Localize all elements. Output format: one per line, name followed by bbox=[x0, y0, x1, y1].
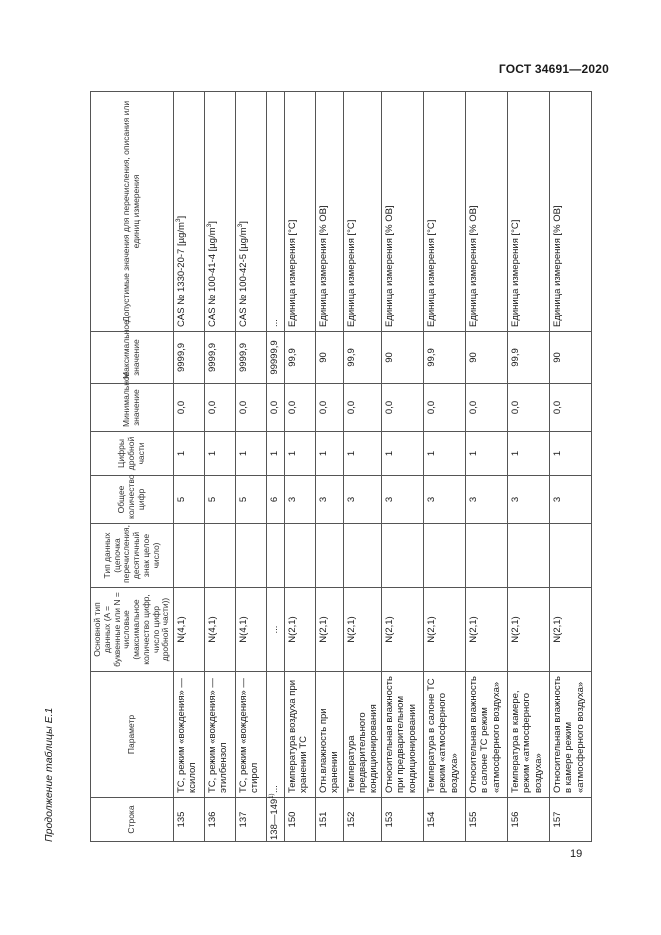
table-row bbox=[205, 92, 236, 842]
cell-total-digits: 3 bbox=[508, 476, 550, 524]
cell-parameter: Температура воздуха при хранении ТС bbox=[285, 672, 316, 798]
cell-allowed-values bbox=[236, 92, 267, 332]
cell-allowed-values bbox=[316, 92, 343, 332]
cell-max-value: 99,9 bbox=[343, 332, 382, 384]
cell-fraction-digits: 1 bbox=[424, 432, 466, 476]
cell-row-number: 136 bbox=[205, 798, 236, 842]
cell-basic-type: N(4,1) bbox=[205, 588, 236, 672]
page-number: 19 bbox=[570, 848, 583, 860]
allowed-text: Единица измерения [% ОВ] bbox=[552, 205, 564, 327]
allowed-text-end: ] bbox=[238, 221, 250, 224]
cell-fraction-digits: 1 bbox=[466, 432, 508, 476]
cell-row-number: 152 bbox=[343, 798, 382, 842]
cell-allowed-values bbox=[550, 92, 592, 332]
cell-total-digits: 5 bbox=[236, 476, 267, 524]
cell-data-type bbox=[205, 524, 236, 588]
cell-parameter: Относительная влажность в камере режим «атмосферного воздуха» bbox=[550, 672, 592, 798]
cell-parameter: ТС, режим «вождения» — ксилол bbox=[174, 672, 205, 798]
cell-max-value: 99999,9 bbox=[267, 332, 285, 384]
allowed-text: Единица измерения [°C] bbox=[345, 219, 357, 327]
cell-allowed-values bbox=[466, 92, 508, 332]
header-basic-type: Основной тип данных (A = буквенные или N = числовые (максимальное количество цифр, число цифр дробной части)) bbox=[91, 588, 174, 672]
cell-min-value: 0,0 bbox=[424, 384, 466, 432]
allowed-text: CAS № 1330-20-7 [µg/m bbox=[176, 222, 188, 327]
cell-basic-type: N(2,1) bbox=[466, 588, 508, 672]
cell-min-value: 0,0 bbox=[466, 384, 508, 432]
cell-basic-type: N(4,1) bbox=[174, 588, 205, 672]
table-row bbox=[550, 92, 592, 842]
cell-data-type bbox=[508, 524, 550, 588]
footnote-marker: 1) bbox=[269, 793, 276, 799]
table-caption: Продолжение таблицы Е.1 bbox=[43, 707, 55, 842]
cell-row-number: 137 bbox=[236, 798, 267, 842]
cell-total-digits: 3 bbox=[382, 476, 424, 524]
cell-parameter: Температура в салоне ТС режим «атмосферного воздуха» bbox=[424, 672, 466, 798]
row-number-text: 138—149 bbox=[269, 798, 281, 840]
cell-basic-type: N(2,1) bbox=[382, 588, 424, 672]
cell-row-number: 135 bbox=[174, 798, 205, 842]
cell-parameter: Относительная влажность при предварительном кондиционировании bbox=[382, 672, 424, 798]
document-code: ГОСТ 34691—2020 bbox=[498, 62, 609, 76]
cell-row-number: 151 bbox=[316, 798, 343, 842]
cell-max-value: 9999,9 bbox=[174, 332, 205, 384]
cell-fraction-digits: 1 bbox=[267, 432, 285, 476]
header-total-digits: Общее количество цифр bbox=[91, 476, 174, 524]
cell-max-value: 90 bbox=[466, 332, 508, 384]
unit-superscript: 3 bbox=[236, 223, 244, 228]
cell-basic-type: N(4,1) bbox=[236, 588, 267, 672]
table-row bbox=[382, 92, 424, 842]
rotated-table-area bbox=[43, 92, 600, 842]
table-row bbox=[316, 92, 343, 842]
allowed-text: Единица измерения [% ОВ] bbox=[468, 205, 480, 327]
cell-min-value: 0,0 bbox=[316, 384, 343, 432]
header-row-number: Строка bbox=[91, 798, 174, 842]
allowed-text-end: ] bbox=[176, 215, 188, 219]
data-table bbox=[90, 91, 592, 842]
allowed-text: CAS № 100-41-4 [µg/m bbox=[207, 227, 219, 327]
cell-allowed-values bbox=[343, 92, 382, 332]
cell-parameter: Отн.влажность при хранении bbox=[316, 672, 343, 798]
cell-parameter: Температура предварительного кондиционирования bbox=[343, 672, 382, 798]
cell-data-type bbox=[174, 524, 205, 588]
cell-allowed-values bbox=[508, 92, 550, 332]
cell-parameter: ТС, режим «вождения» — этилбензол bbox=[205, 672, 236, 798]
cell-parameter: ТС, режим «вождения» — стирол bbox=[236, 672, 267, 798]
cell-total-digits: 3 bbox=[466, 476, 508, 524]
cell-max-value: 9999,9 bbox=[205, 332, 236, 384]
cell-fraction-digits: 1 bbox=[550, 432, 592, 476]
cell-parameter: ... bbox=[267, 672, 285, 798]
cell-allowed-values bbox=[205, 92, 236, 332]
header-fraction-digits: Цифры дробной части bbox=[91, 432, 174, 476]
cell-row-number: 156 bbox=[508, 798, 550, 842]
cell-data-type bbox=[267, 524, 285, 588]
cell-total-digits: 5 bbox=[174, 476, 205, 524]
cell-min-value: 0,0 bbox=[236, 384, 267, 432]
cell-total-digits: 3 bbox=[316, 476, 343, 524]
cell-parameter: Температура в камере, режим «атмосферного воздуха» bbox=[508, 672, 550, 798]
header-data-type: Тип данных (цепочка перечисления, десятичный знак целое число) bbox=[91, 524, 174, 588]
header-parameter: Параметр bbox=[91, 672, 174, 798]
cell-basic-type: N(2,1) bbox=[550, 588, 592, 672]
cell-row-number: 153 bbox=[382, 798, 424, 842]
cell-basic-type: N(2,1) bbox=[508, 588, 550, 672]
cell-fraction-digits: 1 bbox=[205, 432, 236, 476]
cell-row-number: 157 bbox=[550, 798, 592, 842]
cell-data-type bbox=[316, 524, 343, 588]
cell-fraction-digits: 1 bbox=[174, 432, 205, 476]
cell-max-value: 90 bbox=[550, 332, 592, 384]
allowed-text: Единица измерения [°C] bbox=[426, 219, 438, 327]
cell-parameter: Относительная влажность в салоне ТС режим «атмосферного воздуха» bbox=[466, 672, 508, 798]
cell-total-digits: 6 bbox=[267, 476, 285, 524]
cell-row-number: 155 bbox=[466, 798, 508, 842]
cell-basic-type: N(2,1) bbox=[343, 588, 382, 672]
cell-total-digits: 5 bbox=[205, 476, 236, 524]
cell-max-value: 90 bbox=[316, 332, 343, 384]
table-row bbox=[343, 92, 382, 842]
cell-allowed-values bbox=[424, 92, 466, 332]
table-body bbox=[174, 92, 592, 842]
table-row bbox=[285, 92, 316, 842]
table-row bbox=[508, 92, 550, 842]
cell-basic-type: N(2,1) bbox=[424, 588, 466, 672]
cell-row-number: 154 bbox=[424, 798, 466, 842]
cell-fraction-digits: 1 bbox=[508, 432, 550, 476]
allowed-text: Единица измерения [°C] bbox=[510, 219, 522, 327]
cell-min-value: 0,0 bbox=[343, 384, 382, 432]
cell-allowed-values bbox=[267, 92, 285, 332]
cell-min-value: 0,0 bbox=[382, 384, 424, 432]
cell-fraction-digits: 1 bbox=[236, 432, 267, 476]
header-max-value: Максимальное значение bbox=[91, 332, 174, 384]
table-row bbox=[466, 92, 508, 842]
allowed-text: Единица измерения [°C] bbox=[287, 219, 299, 327]
cell-min-value: 0,0 bbox=[285, 384, 316, 432]
cell-max-value: 99,9 bbox=[508, 332, 550, 384]
cell-fraction-digits: 1 bbox=[343, 432, 382, 476]
allowed-text: ... bbox=[269, 319, 281, 327]
cell-data-type bbox=[343, 524, 382, 588]
cell-row-number bbox=[267, 793, 285, 842]
cell-min-value: 0,0 bbox=[205, 384, 236, 432]
cell-data-type bbox=[550, 524, 592, 588]
cell-total-digits: 3 bbox=[285, 476, 316, 524]
allowed-text: CAS № 100-42-5 [µg/m bbox=[238, 227, 250, 327]
allowed-text-end: ] bbox=[207, 221, 219, 224]
cell-data-type bbox=[424, 524, 466, 588]
table-header-row bbox=[91, 92, 174, 842]
cell-data-type bbox=[466, 524, 508, 588]
allowed-text: Единица измерения [% ОВ] bbox=[384, 205, 396, 327]
cell-allowed-values bbox=[285, 92, 316, 332]
header-min-value: Минимальное значение bbox=[91, 384, 174, 432]
cell-row-number: 150 bbox=[285, 798, 316, 842]
cell-allowed-values bbox=[382, 92, 424, 332]
unit-superscript: 3 bbox=[174, 218, 182, 223]
cell-fraction-digits: 1 bbox=[316, 432, 343, 476]
cell-fraction-digits: 1 bbox=[382, 432, 424, 476]
cell-min-value: 0,0 bbox=[174, 384, 205, 432]
allowed-text: Единица измерения [% ОВ] bbox=[318, 205, 330, 327]
cell-data-type bbox=[382, 524, 424, 588]
cell-min-value: 0,0 bbox=[508, 384, 550, 432]
cell-fraction-digits: 1 bbox=[285, 432, 316, 476]
table-row bbox=[267, 92, 285, 842]
cell-total-digits: 3 bbox=[343, 476, 382, 524]
cell-basic-type: ... bbox=[267, 588, 285, 672]
cell-basic-type: N(2,1) bbox=[285, 588, 316, 672]
cell-max-value: 9999,9 bbox=[236, 332, 267, 384]
cell-max-value: 90 bbox=[382, 332, 424, 384]
table-row bbox=[424, 92, 466, 842]
cell-data-type bbox=[236, 524, 267, 588]
unit-superscript: 3 bbox=[205, 223, 213, 228]
cell-basic-type: N(2,1) bbox=[316, 588, 343, 672]
cell-data-type bbox=[285, 524, 316, 588]
table-row bbox=[236, 92, 267, 842]
cell-min-value: 0,0 bbox=[267, 384, 285, 432]
cell-min-value: 0,0 bbox=[550, 384, 592, 432]
table-row bbox=[174, 92, 205, 842]
cell-max-value: 99,9 bbox=[285, 332, 316, 384]
cell-total-digits: 3 bbox=[550, 476, 592, 524]
cell-max-value: 99,9 bbox=[424, 332, 466, 384]
cell-total-digits: 3 bbox=[424, 476, 466, 524]
header-allowed-values: Допустимые значения для перечисления, описания или единиц измерения bbox=[91, 92, 174, 332]
cell-allowed-values bbox=[174, 92, 205, 332]
